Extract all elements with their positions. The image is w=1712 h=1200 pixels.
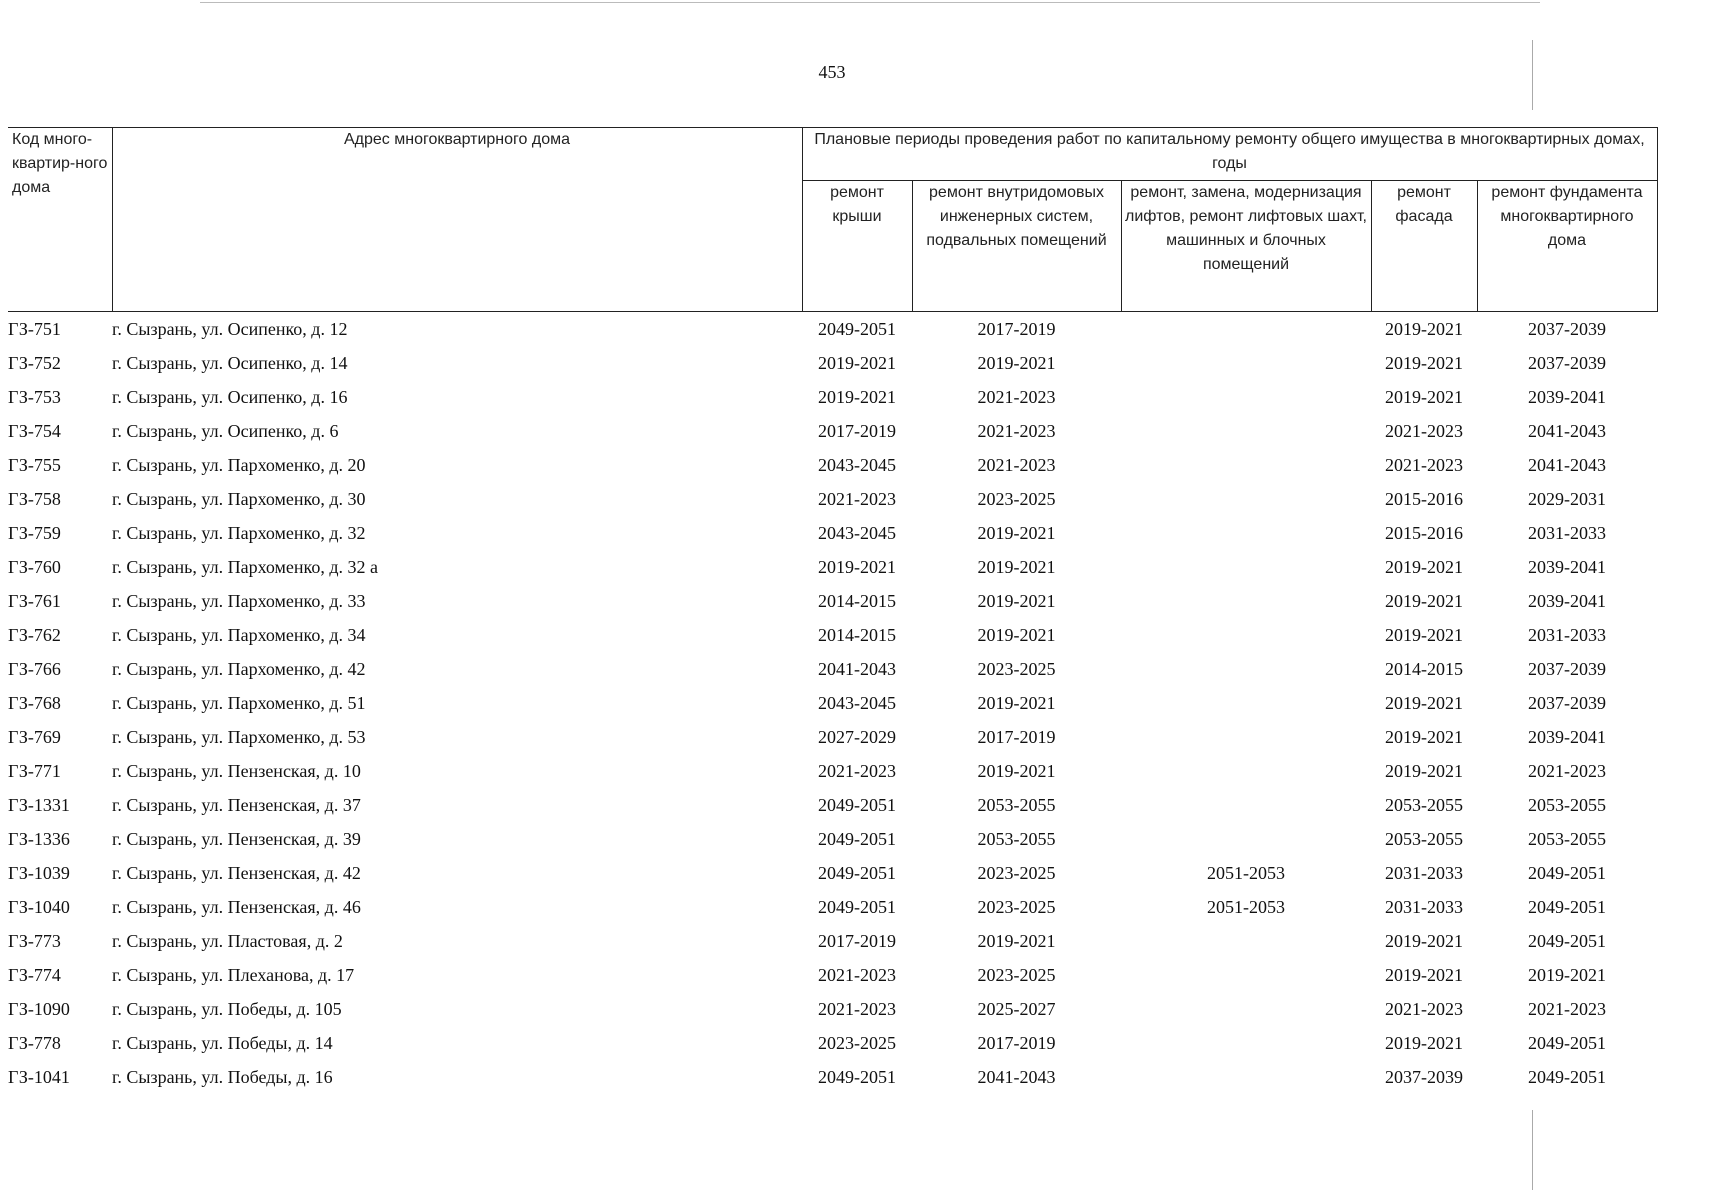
cell-engineering: 2017-2019 [977, 726, 1056, 747]
cell-engineering: 2019-2021 [977, 692, 1056, 713]
cell-code: ГЗ-1090 [8, 998, 70, 1019]
cell-roof: 2021-2023 [818, 760, 896, 781]
cell-facade: 2019-2021 [1385, 590, 1463, 611]
cell-foundation: 2041-2043 [1528, 420, 1606, 441]
cell-foundation: 2037-2039 [1528, 352, 1606, 373]
table-row [8, 346, 1657, 380]
cell-facade: 2015-2016 [1385, 522, 1463, 543]
cell-code: ГЗ-1040 [8, 896, 70, 917]
cell-foundation: 2037-2039 [1528, 658, 1606, 679]
cell-elevators [1121, 618, 1371, 652]
cell-elevators [1121, 1026, 1371, 1060]
table-row [8, 414, 1657, 448]
cell-elevators [1121, 754, 1371, 788]
cell-address: г. Сызрань, ул. Пензенская, д. 37 [112, 794, 361, 815]
cell-code: ГЗ-754 [8, 420, 61, 441]
cell-foundation: 2021-2023 [1528, 760, 1606, 781]
cell-roof: 2049-2051 [818, 318, 896, 339]
table-row [8, 380, 1657, 414]
cell-code: ГЗ-778 [8, 1032, 61, 1053]
cell-roof: 2043-2045 [818, 692, 896, 713]
cell-code: ГЗ-773 [8, 930, 61, 951]
cell-roof: 2021-2023 [818, 964, 896, 985]
cell-code: ГЗ-755 [8, 454, 61, 475]
cell-elevators [1121, 380, 1371, 414]
cell-address: г. Сызрань, ул. Пензенская, д. 39 [112, 828, 361, 849]
cell-code: ГЗ-758 [8, 488, 61, 509]
scan-edge-mark [1532, 40, 1533, 110]
cell-foundation: 2039-2041 [1528, 726, 1606, 747]
cell-engineering: 2023-2025 [977, 862, 1056, 883]
cell-roof: 2027-2029 [818, 726, 896, 747]
header-roof: ремонт крыши [802, 181, 912, 312]
table-row [8, 992, 1657, 1026]
cell-engineering: 2019-2021 [977, 760, 1056, 781]
cell-engineering: 2023-2025 [977, 964, 1056, 985]
cell-foundation: 2037-2039 [1528, 692, 1606, 713]
header-address: Адрес многоквартирного дома [112, 128, 802, 312]
scan-edge-mark [1532, 1110, 1533, 1190]
cell-address: г. Сызрань, ул. Пархоменко, д. 32 а [112, 556, 379, 577]
table-row [8, 584, 1657, 618]
cell-elevators: 2051-2053 [1207, 896, 1285, 917]
cell-address: г. Сызрань, ул. Плеханова, д. 17 [112, 964, 355, 985]
cell-address: г. Сызрань, ул. Осипенко, д. 14 [112, 352, 348, 373]
cell-roof: 2049-2051 [818, 828, 896, 849]
cell-engineering: 2017-2019 [977, 318, 1056, 339]
cell-facade: 2021-2023 [1385, 420, 1463, 441]
cell-foundation: 2049-2051 [1528, 896, 1606, 917]
cell-roof: 2049-2051 [818, 794, 896, 815]
cell-foundation: 2029-2031 [1528, 488, 1606, 509]
cell-code: ГЗ-1041 [8, 1066, 70, 1087]
cell-elevators [1121, 924, 1371, 958]
cell-foundation: 2039-2041 [1528, 590, 1606, 611]
cell-address: г. Сызрань, ул. Пархоменко, д. 30 [112, 488, 366, 509]
cell-facade: 2015-2016 [1385, 488, 1463, 509]
cell-roof: 2049-2051 [818, 1066, 896, 1087]
cell-code: ГЗ-753 [8, 386, 61, 407]
table-row [8, 720, 1657, 754]
cell-foundation: 2041-2043 [1528, 454, 1606, 475]
cell-engineering: 2023-2025 [977, 658, 1056, 679]
cell-roof: 2043-2045 [818, 522, 896, 543]
cell-code: ГЗ-771 [8, 760, 61, 781]
cell-roof: 2021-2023 [818, 998, 896, 1019]
table-row [8, 1026, 1657, 1060]
cell-roof: 2017-2019 [818, 420, 896, 441]
cell-engineering: 2041-2043 [977, 1066, 1056, 1087]
cell-code: ГЗ-766 [8, 658, 61, 679]
cell-roof: 2023-2025 [818, 1032, 896, 1053]
cell-elevators: 2051-2053 [1207, 862, 1285, 883]
cell-facade: 2019-2021 [1385, 556, 1463, 577]
cell-elevators [1121, 992, 1371, 1026]
cell-elevators [1121, 312, 1371, 347]
cell-facade: 2019-2021 [1385, 1032, 1463, 1053]
cell-foundation: 2049-2051 [1528, 862, 1606, 883]
cell-code: ГЗ-769 [8, 726, 61, 747]
cell-roof: 2014-2015 [818, 624, 896, 645]
cell-elevators [1121, 584, 1371, 618]
header-elevators: ремонт, замена, модернизация лифтов, ремонт лифтовых шахт, машинных и блочных помещений [1121, 181, 1371, 312]
cell-address: г. Сызрань, ул. Пархоменко, д. 32 [112, 522, 366, 543]
cell-foundation: 2031-2033 [1528, 624, 1606, 645]
top-rule [200, 2, 1540, 3]
cell-foundation: 2053-2055 [1528, 828, 1606, 849]
cell-elevators [1121, 550, 1371, 584]
cell-engineering: 2019-2021 [977, 522, 1056, 543]
table-row [8, 652, 1657, 686]
cell-facade: 2019-2021 [1385, 624, 1463, 645]
cell-elevators [1121, 414, 1371, 448]
cell-foundation: 2037-2039 [1528, 318, 1606, 339]
cell-address: г. Сызрань, ул. Пензенская, д. 42 [112, 862, 361, 883]
cell-foundation: 2053-2055 [1528, 794, 1606, 815]
cell-roof: 2019-2021 [818, 556, 896, 577]
cell-address: г. Сызрань, ул. Пензенская, д. 46 [112, 896, 361, 917]
table-row [8, 550, 1657, 584]
cell-roof: 2019-2021 [818, 352, 896, 373]
cell-engineering: 2023-2025 [977, 488, 1056, 509]
table-row [8, 482, 1657, 516]
cell-elevators [1121, 720, 1371, 754]
cell-elevators [1121, 686, 1371, 720]
cell-facade: 2014-2015 [1385, 658, 1463, 679]
cell-address: г. Сызрань, ул. Победы, д. 14 [112, 1032, 333, 1053]
cell-facade: 2019-2021 [1385, 386, 1463, 407]
cell-elevators [1121, 346, 1371, 380]
cell-facade: 2019-2021 [1385, 964, 1463, 985]
cell-engineering: 2053-2055 [977, 828, 1056, 849]
cell-engineering: 2023-2025 [977, 896, 1056, 917]
cell-elevators [1121, 788, 1371, 822]
cell-address: г. Сызрань, ул. Осипенко, д. 6 [112, 420, 339, 441]
header-periods-title: Плановые периоды проведения работ по капитальному ремонту общего имущества в многоквартирных домах, годы [802, 128, 1657, 181]
cell-foundation: 2039-2041 [1528, 386, 1606, 407]
cell-foundation: 2039-2041 [1528, 556, 1606, 577]
capital-repair-table [8, 127, 1658, 1094]
cell-code: ГЗ-768 [8, 692, 61, 713]
cell-facade: 2021-2023 [1385, 998, 1463, 1019]
cell-code: ГЗ-751 [8, 318, 61, 339]
cell-address: г. Сызрань, ул. Пархоменко, д. 34 [112, 624, 366, 645]
cell-facade: 2019-2021 [1385, 318, 1463, 339]
cell-roof: 2017-2019 [818, 930, 896, 951]
cell-address: г. Сызрань, ул. Пархоменко, д. 20 [112, 454, 366, 475]
table-row [8, 312, 1657, 347]
table-row [8, 788, 1657, 822]
page-number: 453 [818, 62, 846, 82]
cell-roof: 2021-2023 [818, 488, 896, 509]
cell-facade: 2053-2055 [1385, 794, 1463, 815]
cell-facade: 2019-2021 [1385, 726, 1463, 747]
cell-engineering: 2053-2055 [977, 794, 1056, 815]
cell-facade: 2019-2021 [1385, 352, 1463, 373]
cell-foundation: 2049-2051 [1528, 930, 1606, 951]
cell-engineering: 2019-2021 [977, 590, 1056, 611]
table-row [8, 754, 1657, 788]
cell-facade: 2031-2033 [1385, 896, 1463, 917]
cell-address: г. Сызрань, ул. Победы, д. 16 [112, 1066, 333, 1087]
cell-engineering: 2017-2019 [977, 1032, 1056, 1053]
table-row [8, 856, 1657, 890]
cell-engineering: 2019-2021 [977, 930, 1056, 951]
cell-facade: 2019-2021 [1385, 760, 1463, 781]
cell-facade: 2037-2039 [1385, 1066, 1463, 1087]
table-row [8, 822, 1657, 856]
cell-code: ГЗ-759 [8, 522, 61, 543]
cell-address: г. Сызрань, ул. Осипенко, д. 16 [112, 386, 348, 407]
cell-facade: 2019-2021 [1385, 930, 1463, 951]
cell-elevators [1121, 1060, 1371, 1094]
cell-address: г. Сызрань, ул. Пензенская, д. 10 [112, 760, 361, 781]
cell-code: ГЗ-760 [8, 556, 61, 577]
header-code: Код много-квартир-ного дома [8, 128, 112, 312]
table-row [8, 890, 1657, 924]
table-row [8, 924, 1657, 958]
cell-roof: 2014-2015 [818, 590, 896, 611]
cell-address: г. Сызрань, ул. Победы, д. 105 [112, 998, 342, 1019]
cell-engineering: 2021-2023 [977, 386, 1056, 407]
cell-address: г. Сызрань, ул. Пархоменко, д. 33 [112, 590, 366, 611]
cell-roof: 2043-2045 [818, 454, 896, 475]
cell-engineering: 2025-2027 [977, 998, 1056, 1019]
cell-roof: 2049-2051 [818, 862, 896, 883]
cell-code: ГЗ-752 [8, 352, 61, 373]
header-foundation: ремонт фундамента многоквартирного дома [1477, 181, 1657, 312]
cell-address: г. Сызрань, ул. Пластовая, д. 2 [112, 930, 343, 951]
cell-engineering: 2021-2023 [977, 454, 1056, 475]
cell-foundation: 2021-2023 [1528, 998, 1606, 1019]
cell-address: г. Сызрань, ул. Пархоменко, д. 42 [112, 658, 366, 679]
table-body [8, 312, 1657, 1095]
table-row [8, 686, 1657, 720]
cell-facade: 2021-2023 [1385, 454, 1463, 475]
cell-foundation: 2049-2051 [1528, 1032, 1606, 1053]
cell-engineering: 2019-2021 [977, 556, 1056, 577]
cell-engineering: 2019-2021 [977, 624, 1056, 645]
cell-foundation: 2031-2033 [1528, 522, 1606, 543]
cell-code: ГЗ-1336 [8, 828, 70, 849]
cell-engineering: 2019-2021 [977, 352, 1056, 373]
cell-roof: 2041-2043 [818, 658, 896, 679]
header-facade: ремонт фасада [1371, 181, 1477, 312]
cell-elevators [1121, 516, 1371, 550]
cell-address: г. Сызрань, ул. Пархоменко, д. 51 [112, 692, 366, 713]
table-row [8, 1060, 1657, 1094]
cell-elevators [1121, 482, 1371, 516]
cell-code: ГЗ-761 [8, 590, 61, 611]
cell-code: ГЗ-1039 [8, 862, 70, 883]
cell-elevators [1121, 958, 1371, 992]
table-row [8, 618, 1657, 652]
cell-facade: 2019-2021 [1385, 692, 1463, 713]
cell-foundation: 2019-2021 [1528, 964, 1606, 985]
cell-elevators [1121, 822, 1371, 856]
cell-code: ГЗ-774 [8, 964, 61, 985]
cell-code: ГЗ-762 [8, 624, 61, 645]
cell-code: ГЗ-1331 [8, 794, 70, 815]
cell-engineering: 2021-2023 [977, 420, 1056, 441]
table-row [8, 516, 1657, 550]
table-row [8, 958, 1657, 992]
cell-foundation: 2049-2051 [1528, 1066, 1606, 1087]
table-row [8, 448, 1657, 482]
cell-elevators [1121, 448, 1371, 482]
cell-roof: 2049-2051 [818, 896, 896, 917]
cell-facade: 2053-2055 [1385, 828, 1463, 849]
cell-roof: 2019-2021 [818, 386, 896, 407]
header-engineering: ремонт внутридомовых инженерных систем, подвальных помещений [912, 181, 1121, 312]
cell-address: г. Сызрань, ул. Пархоменко, д. 53 [112, 726, 366, 747]
cell-elevators [1121, 652, 1371, 686]
cell-facade: 2031-2033 [1385, 862, 1463, 883]
cell-address: г. Сызрань, ул. Осипенко, д. 12 [112, 318, 348, 339]
